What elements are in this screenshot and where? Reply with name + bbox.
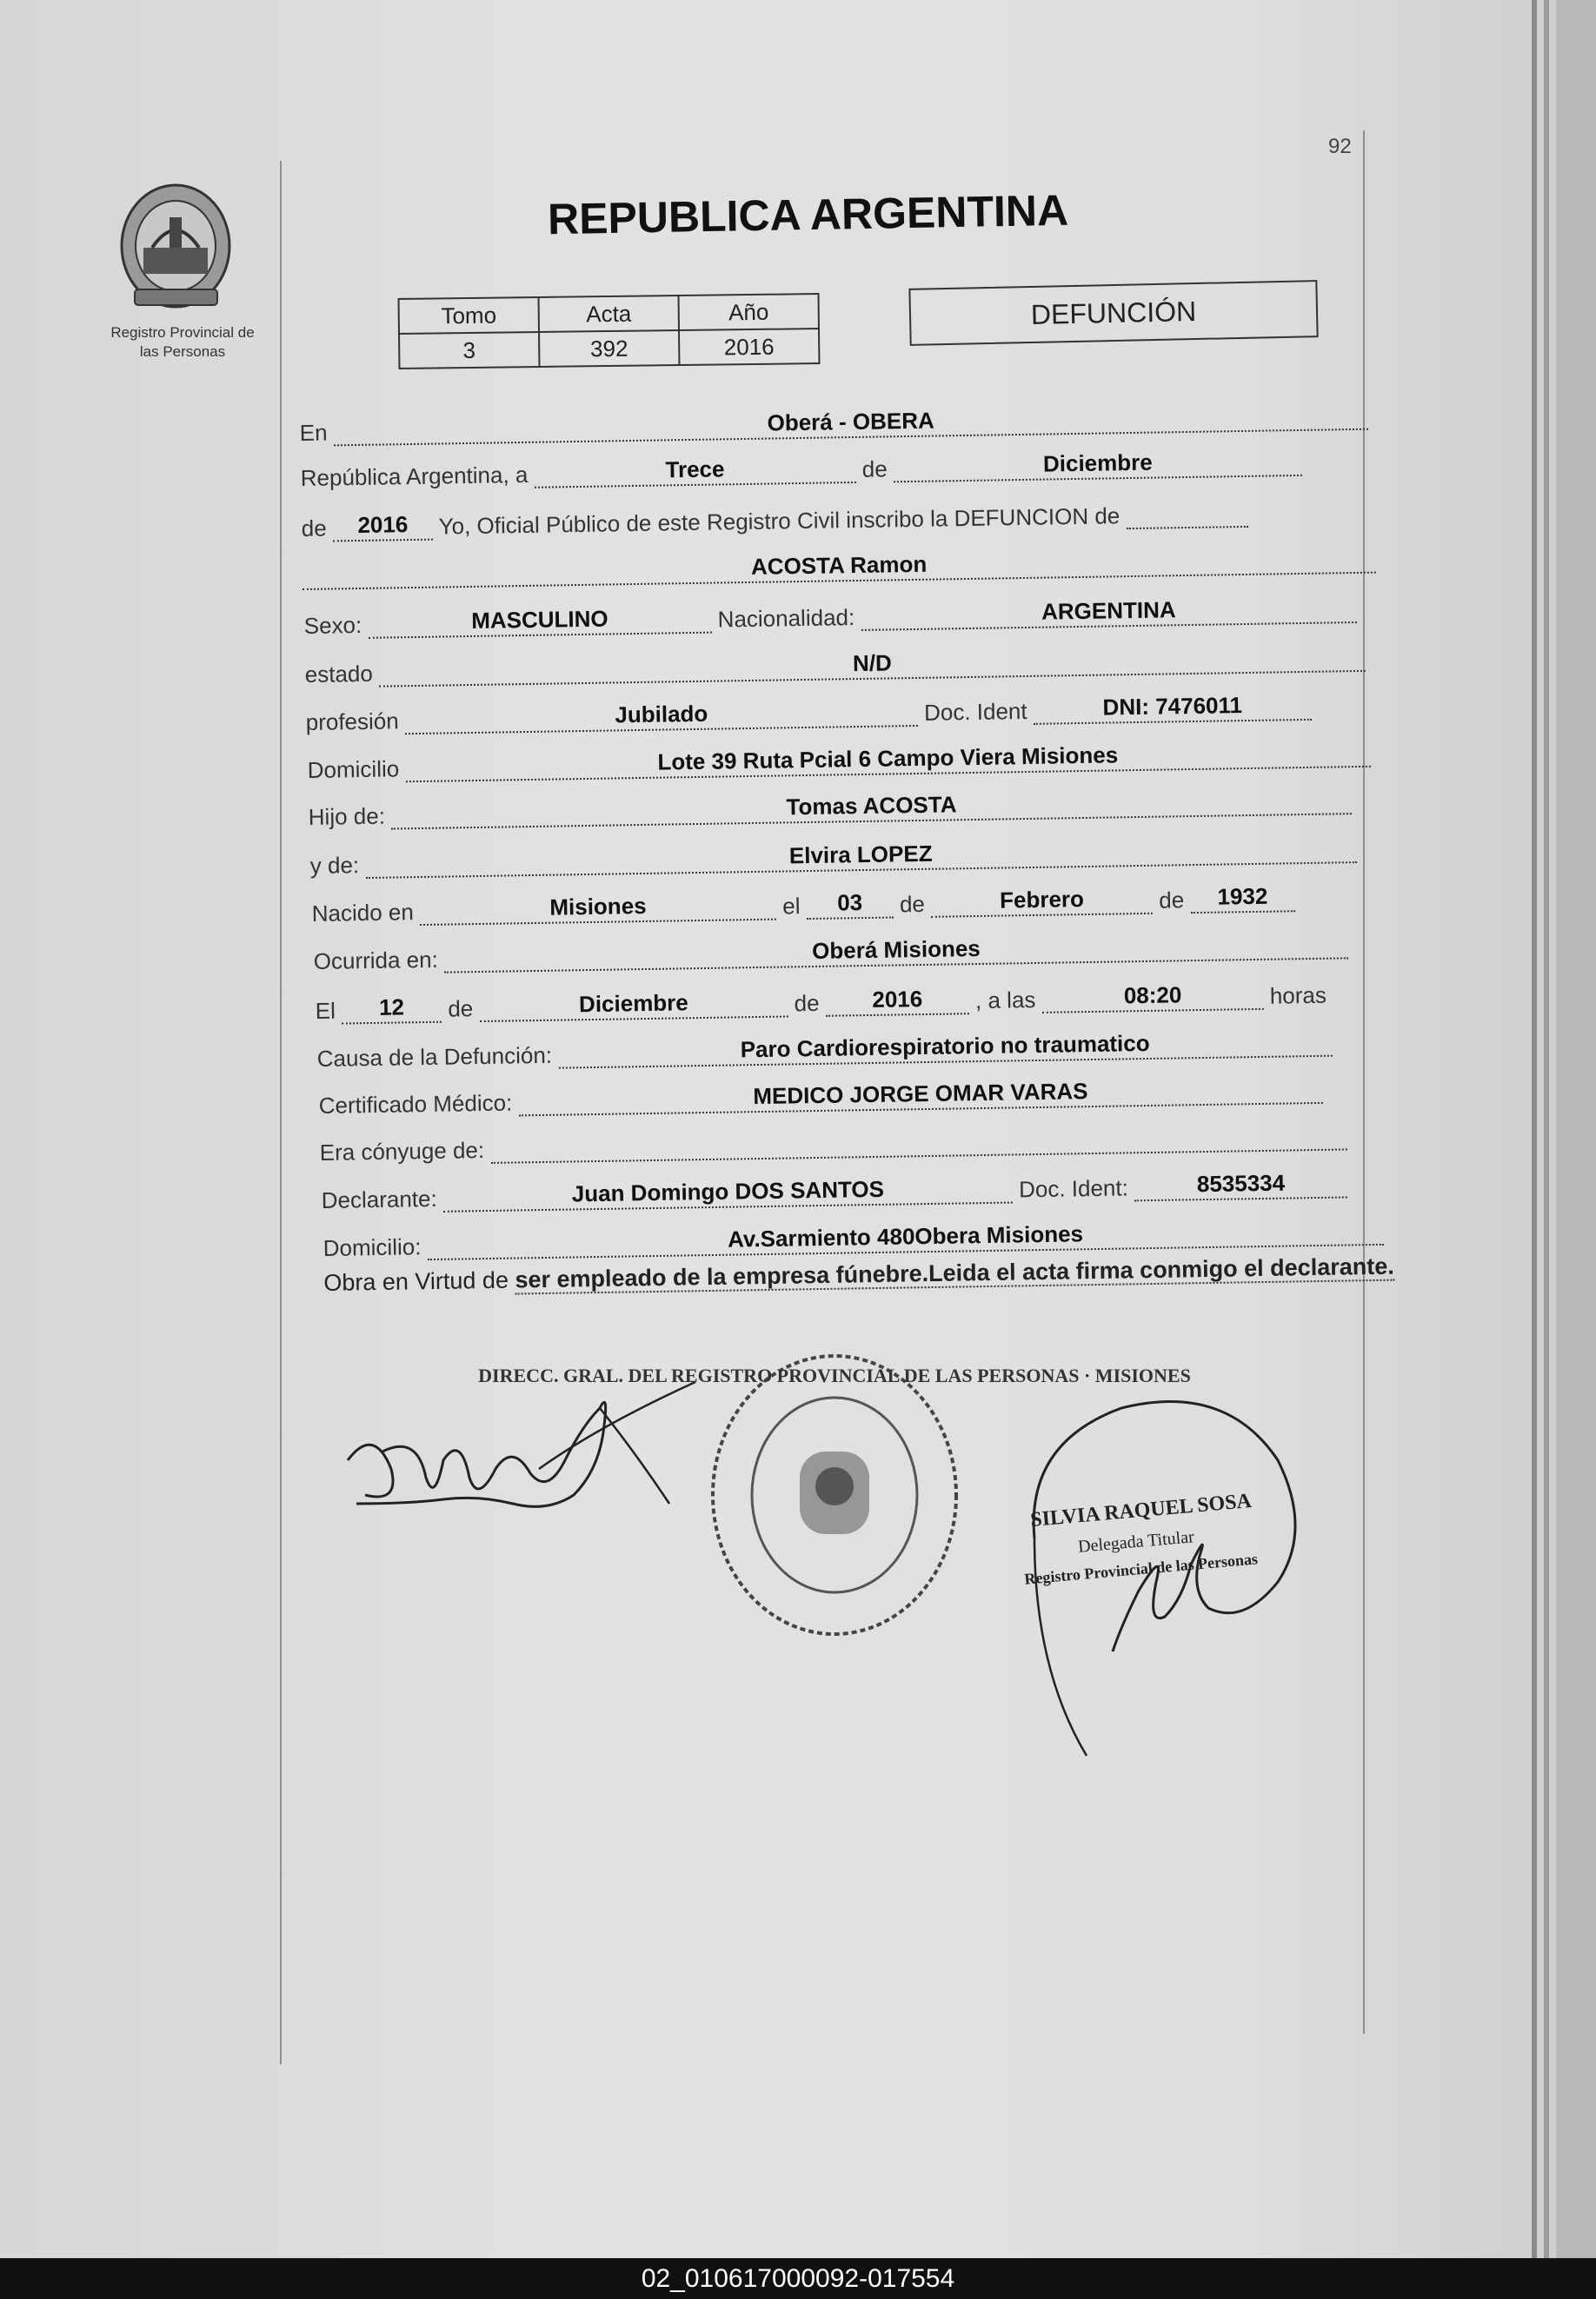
en-label: En (299, 419, 328, 447)
declarante-label: Declarante: (321, 1185, 437, 1214)
doc-ident-value: DNI: 7476011 (1034, 691, 1312, 725)
record-table (398, 293, 821, 369)
month-value: Diciembre (894, 447, 1302, 482)
declarante-doc-value: 8535334 (1134, 1168, 1348, 1201)
birth-place-value: Misiones (420, 891, 776, 926)
domicilio-value: Lote 39 Ruta Pcial 6 Campo Viera Misiones (405, 738, 1370, 782)
acta-value: 392 (539, 330, 679, 367)
sexo-value: MASCULINO (368, 604, 711, 639)
seal-text: DIRECC. GRAL. DEL REGISTRO PROVINCIAL DE LAS PERSONAS · MISIONES (478, 1365, 1191, 1386)
official-signature (1017, 1391, 1313, 1791)
ocurrida-label: Ocurrida en: (313, 946, 439, 975)
doc-ident-label: Doc. Ident: (1018, 1174, 1129, 1203)
domicilio-label: Domicilio: (323, 1233, 422, 1262)
estado-label: estado (304, 660, 374, 688)
nacido-label: Nacido en (311, 899, 415, 927)
conyuge-label: Era cónyuge de: (319, 1137, 485, 1166)
el-label: el (781, 893, 801, 920)
a-las-label: , a las (974, 986, 1036, 1014)
certificado-label: Certificado Médico: (318, 1089, 513, 1120)
page-edge (1532, 0, 1537, 2258)
hijo-label: Hijo de: (308, 802, 386, 831)
nacionalidad-label: Nacionalidad: (717, 604, 855, 633)
death-time-value: 08:20 (1041, 980, 1264, 1013)
causa-label: Causa de la Defunción: (316, 1041, 553, 1073)
birth-year-value: 1932 (1190, 882, 1295, 914)
horas-label: horas (1269, 981, 1327, 1009)
record-type-box: DEFUNCIÓN (908, 280, 1318, 346)
causa-value: Paro Cardiorespiratorio no traumatico (558, 1027, 1332, 1069)
declarant-signature (339, 1373, 704, 1530)
page-edge (1544, 0, 1549, 2258)
obra-text: ser empleado de la empresa fúnebre.Leida el acta firma conmigo el declarante. (515, 1252, 1394, 1293)
sexo-label: Sexo: (303, 611, 362, 640)
certificado-value: MEDICO JORGE OMAR VARAS (518, 1074, 1322, 1117)
declarante-value: Juan Domingo DOS SANTOS (443, 1174, 1013, 1213)
de-label: de (861, 455, 888, 482)
place-value: Oberá - OBERA (334, 401, 1368, 447)
republica-label: República Argentina, a (300, 461, 529, 492)
province-coat-of-arms-logo (117, 178, 235, 309)
anio-value: 2016 (679, 329, 819, 365)
official-office-stamp: Registro Provincial de las Personas (1023, 1550, 1259, 1588)
birth-month-value: Febrero (931, 885, 1154, 918)
father-value: Tomas ACOSTA (391, 785, 1352, 829)
image-code: 02_010617000092-017554 (641, 2264, 955, 2293)
tomo-header: Tomo (399, 297, 539, 334)
registry-caption-line1: Registro Provincial de (110, 324, 255, 341)
official-statement: Yo, Oficial Público de este Registro Civil inscribo la DEFUNCION de (438, 502, 1121, 540)
estado-value: N/D (379, 642, 1366, 688)
anio-header: Año (679, 294, 819, 330)
official-statement-blank (1126, 498, 1248, 529)
death-year-value: 2016 (826, 985, 970, 1017)
year-value: 2016 (333, 511, 434, 542)
deceased-name-value: ACOSTA Ramon (302, 544, 1375, 590)
death-month-value: Diciembre (479, 987, 788, 1022)
profesion-value: Jubilado (405, 697, 918, 734)
domicilio-label: Domicilio (307, 755, 400, 784)
registry-caption (87, 323, 278, 362)
profesion-label: profesión (305, 708, 399, 736)
de-label: de (1159, 887, 1185, 914)
tomo-value: 3 (399, 332, 539, 369)
document-title: REPUBLICA ARGENTINA (547, 185, 1069, 244)
left-margin-line (280, 161, 282, 2064)
mother-value: Elvira LOPEZ (365, 834, 1356, 879)
page-number: 92 (1328, 135, 1352, 158)
declarante-domicilio-value: Av.Sarmiento 480Obera Misiones (427, 1216, 1383, 1260)
de-label: de (301, 515, 327, 542)
nacionalidad-value: ARGENTINA (861, 594, 1356, 631)
official-role-stamp: Delegada Titular (1077, 1527, 1195, 1557)
death-day-value: 12 (342, 993, 442, 1025)
death-place-value: Oberá Misiones (444, 929, 1348, 973)
acta-header: Acta (539, 296, 679, 332)
de-label: de (899, 890, 926, 918)
el-cap-label: El (315, 997, 336, 1025)
obra-prefix: Obra en Virtud de (323, 1266, 509, 1296)
day-words-value: Trece (534, 454, 855, 488)
birth-day-value: 03 (806, 888, 894, 920)
registry-caption-line2: las Personas (139, 343, 226, 360)
de-label: de (448, 995, 474, 1022)
doc-ident-label: Doc. Ident (923, 697, 1027, 726)
official-name-stamp: SILVIA RAQUEL SOSA (1029, 1489, 1253, 1532)
y-de-label: y de: (309, 852, 360, 880)
de-label: de (794, 989, 820, 1017)
